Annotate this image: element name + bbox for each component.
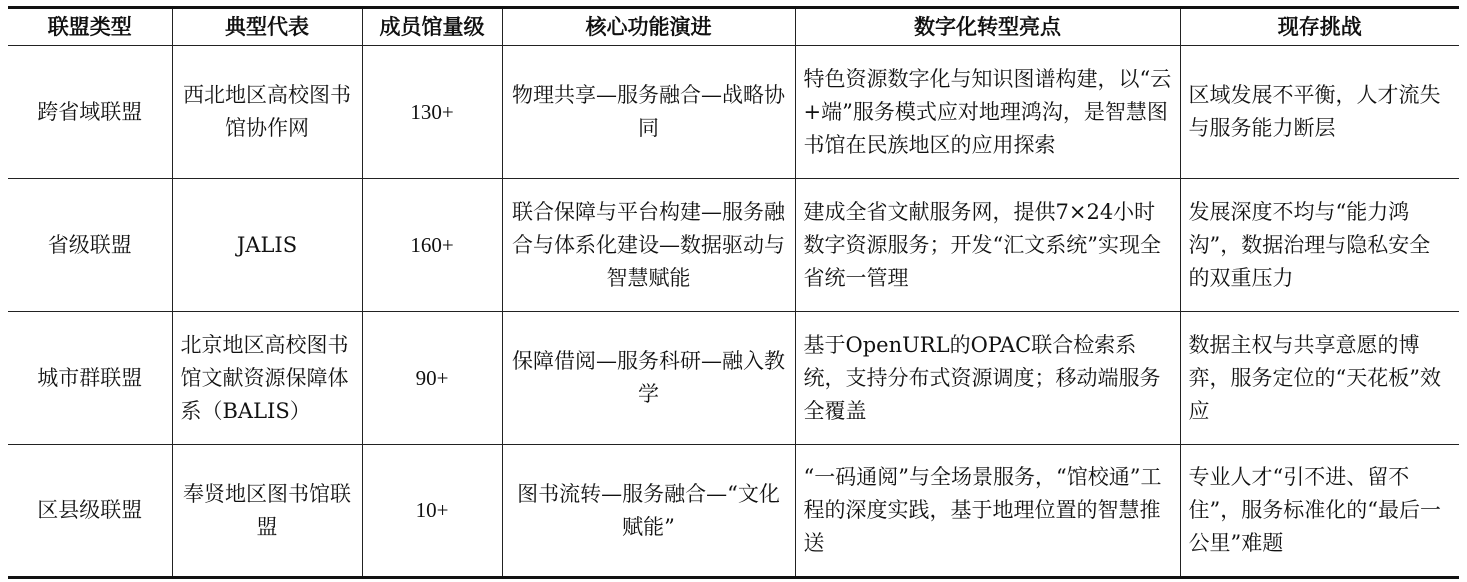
header-union-type: 联盟类型 [8, 8, 172, 46]
header-core-evolution: 核心功能演进 [502, 8, 795, 46]
cell-representative: JALIS [172, 179, 362, 312]
cell-union-type: 省级联盟 [8, 179, 172, 312]
header-challenges: 现存挑战 [1180, 8, 1459, 46]
cell-core-evolution: 物理共享—服务融合—战略协同 [502, 46, 795, 179]
cell-representative: 西北地区高校图书馆协作网 [172, 46, 362, 179]
cell-member-scale: 90+ [362, 312, 502, 445]
cell-member-scale: 130+ [362, 46, 502, 179]
table-row [8, 46, 1459, 179]
cell-challenges: 发展深度不均与“能力鸿沟”，数据治理与隐私安全的双重压力 [1180, 179, 1459, 312]
header-digital-highlights: 数字化转型亮点 [795, 8, 1180, 46]
header-member-scale: 成员馆量级 [362, 8, 502, 46]
table-row [8, 445, 1459, 578]
cell-member-scale: 10+ [362, 445, 502, 578]
cell-member-scale: 160+ [362, 179, 502, 312]
cell-core-evolution: 保障借阅—服务科研—融入教学 [502, 312, 795, 445]
cell-challenges: 数据主权与共享意愿的博弈，服务定位的“天花板”效应 [1180, 312, 1459, 445]
header-representative: 典型代表 [172, 8, 362, 46]
library-union-table [8, 6, 1459, 579]
cell-digital-highlights: 特色资源数字化与知识图谱构建，以“云+端”服务模式应对地理鸿沟，是智慧图书馆在民族地区的应用探索 [795, 46, 1180, 179]
cell-core-evolution: 联合保障与平台构建—服务融合与体系化建设—数据驱动与智慧赋能 [502, 179, 795, 312]
cell-digital-highlights: 建成全省文献服务网，提供7×24小时数字资源服务；开发“汇文系统”实现全省统一管理 [795, 179, 1180, 312]
cell-challenges: 区域发展不平衡，人才流失与服务能力断层 [1180, 46, 1459, 179]
cell-digital-highlights: 基于OpenURL的OPAC联合检索系统，支持分布式资源调度；移动端服务全覆盖 [795, 312, 1180, 445]
table-row [8, 179, 1459, 312]
table-header-row [8, 8, 1459, 46]
cell-representative: 北京地区高校图书馆文献资源保障体系（BALIS） [172, 312, 362, 445]
cell-union-type: 城市群联盟 [8, 312, 172, 445]
cell-union-type: 跨省域联盟 [8, 46, 172, 179]
cell-digital-highlights: “一码通阅”与全场景服务，“馆校通”工程的深度实践，基于地理位置的智慧推送 [795, 445, 1180, 578]
cell-union-type: 区县级联盟 [8, 445, 172, 578]
table-row [8, 312, 1459, 445]
cell-core-evolution: 图书流转—服务融合—“文化赋能” [502, 445, 795, 578]
cell-representative: 奉贤地区图书馆联盟 [172, 445, 362, 578]
cell-challenges: 专业人才“引不进、留不住”，服务标准化的“最后一公里”难题 [1180, 445, 1459, 578]
